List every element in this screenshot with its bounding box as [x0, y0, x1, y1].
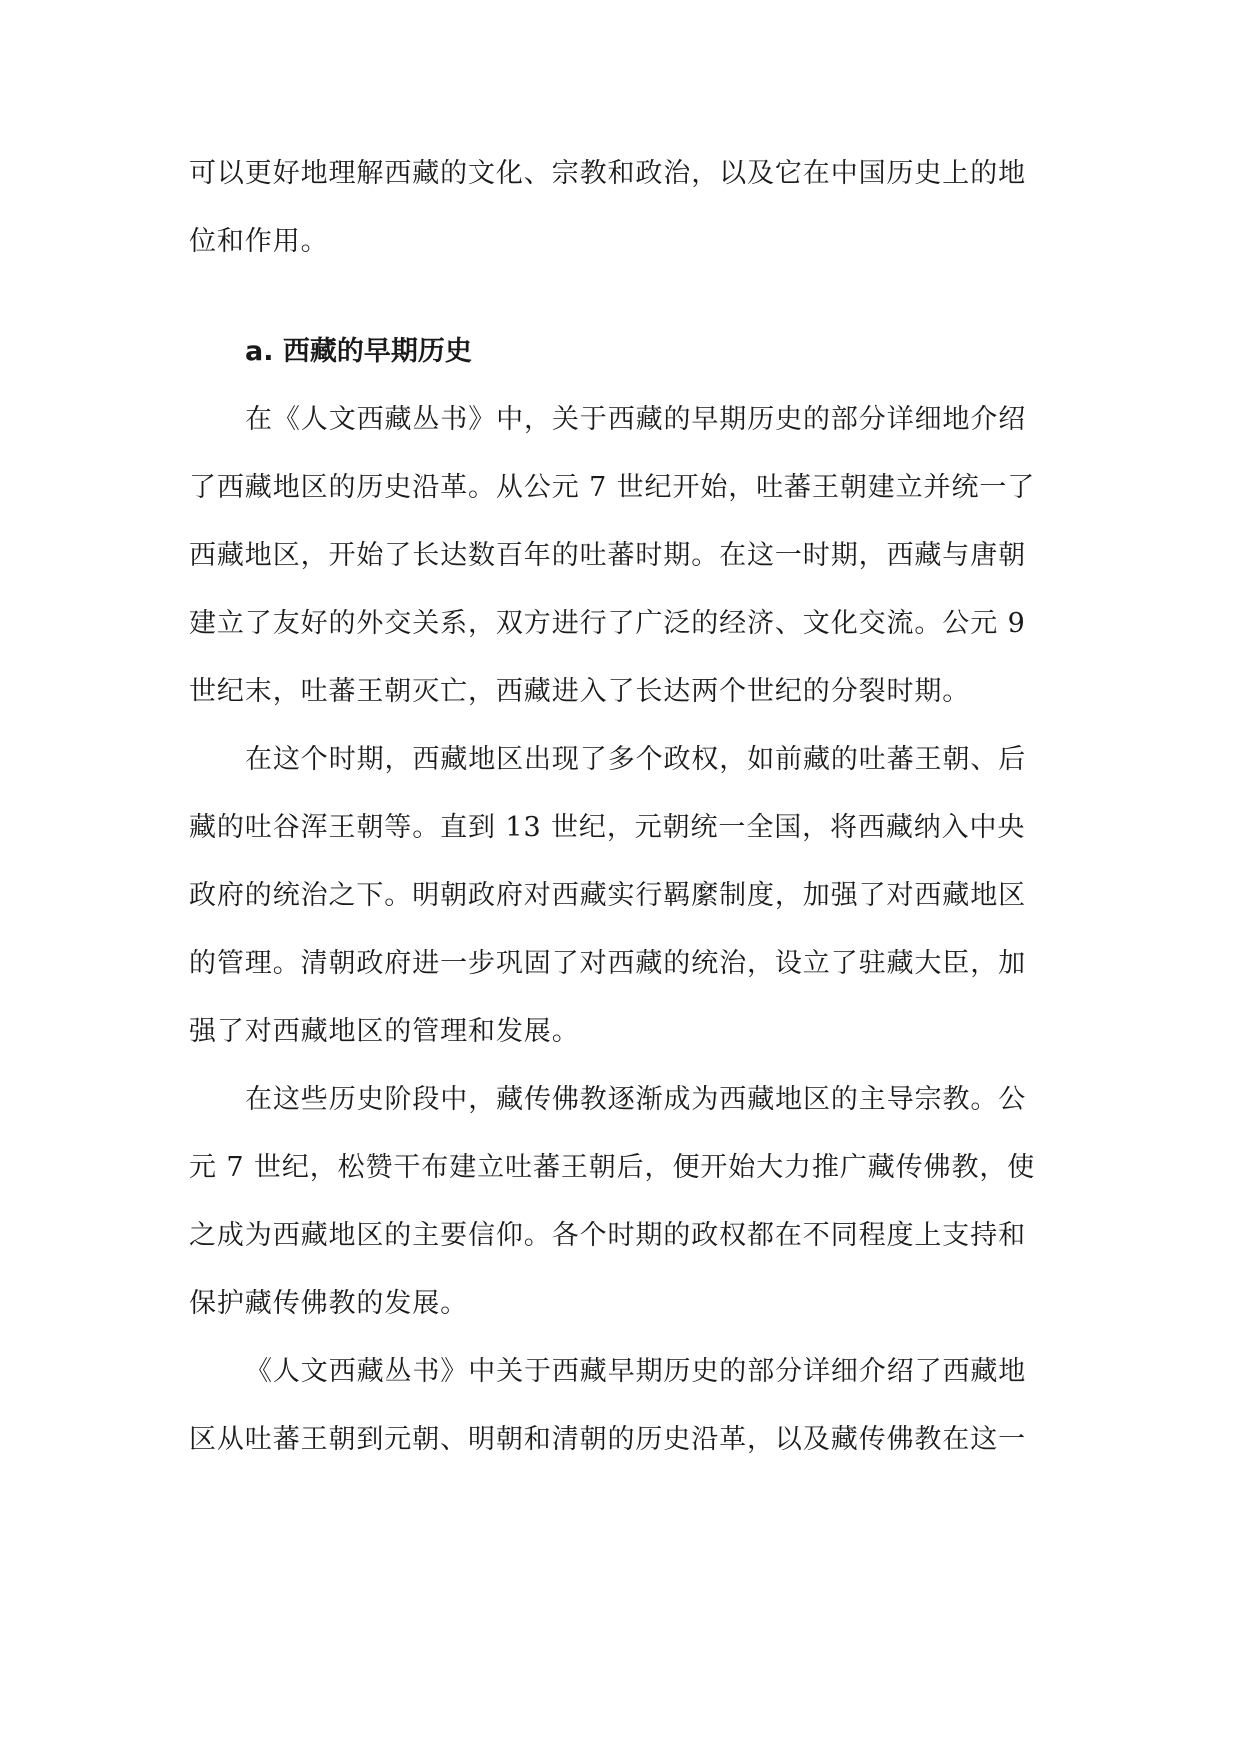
- text-line: 在这个时期，西藏地区出现了多个政权，如前藏的吐蕃王朝、后: [245, 744, 1027, 775]
- text-line: 了西藏地区的历史沿革。从公元 7 世纪开始，吐蕃王朝建立并统一了: [189, 472, 1036, 503]
- document-page: [189, 140, 1054, 1474]
- text-line: 元 7 世纪，松赞干布建立吐蕃王朝后，便开始大力推广藏传佛教，使: [189, 1152, 1036, 1183]
- text-line: 保护藏传佛教的发展。: [189, 1288, 468, 1319]
- text-line: 的管理。清朝政府进一步巩固了对西藏的统治，设立了驻藏大臣，加: [189, 948, 1026, 979]
- paragraph-2: [189, 726, 1054, 1066]
- paragraph-1: [189, 386, 1054, 726]
- text-line: 建立了友好的外交关系，双方进行了广泛的经济、文化交流。公元 9: [189, 608, 1026, 639]
- text-line: 之成为西藏地区的主要信仰。各个时期的政权都在不同程度上支持和: [189, 1220, 1026, 1251]
- text-line: 区从吐蕃王朝到元朝、明朝和清朝的历史沿革，以及藏传佛教在这一: [189, 1424, 1026, 1455]
- text-line: 《人文西藏丛书》中关于西藏早期历史的部分详细介绍了西藏地: [245, 1356, 1027, 1387]
- text-line: 世纪末，吐蕃王朝灭亡，西藏进入了长达两个世纪的分裂时期。: [189, 676, 971, 707]
- text-line: 政府的统治之下。明朝政府对西藏实行羁縻制度，加强了对西藏地区: [189, 880, 1026, 911]
- text-line: 在《人文西藏丛书》中，关于西藏的早期历史的部分详细地介绍: [245, 404, 1027, 435]
- text-line: 可以更好地理解西藏的文化、宗教和政治，以及它在中国历史上的地: [189, 158, 1026, 189]
- text-line: 在这些历史阶段中，藏传佛教逐渐成为西藏地区的主导宗教。公: [245, 1084, 1027, 1115]
- paragraph-3: [189, 1066, 1054, 1338]
- section-heading: a. 西藏的早期历史: [245, 336, 472, 367]
- text-line: 强了对西藏地区的管理和发展。: [189, 1016, 580, 1047]
- intro-paragraph: [189, 140, 1054, 276]
- paragraph-4: [189, 1338, 1054, 1474]
- text-line: 西藏地区，开始了长达数百年的吐蕃时期。在这一时期，西藏与唐朝: [189, 540, 1026, 571]
- text-line: 位和作用。: [189, 226, 329, 257]
- text-line: 藏的吐谷浑王朝等。直到 13 世纪，元朝统一全国，将西藏纳入中央: [189, 812, 1026, 843]
